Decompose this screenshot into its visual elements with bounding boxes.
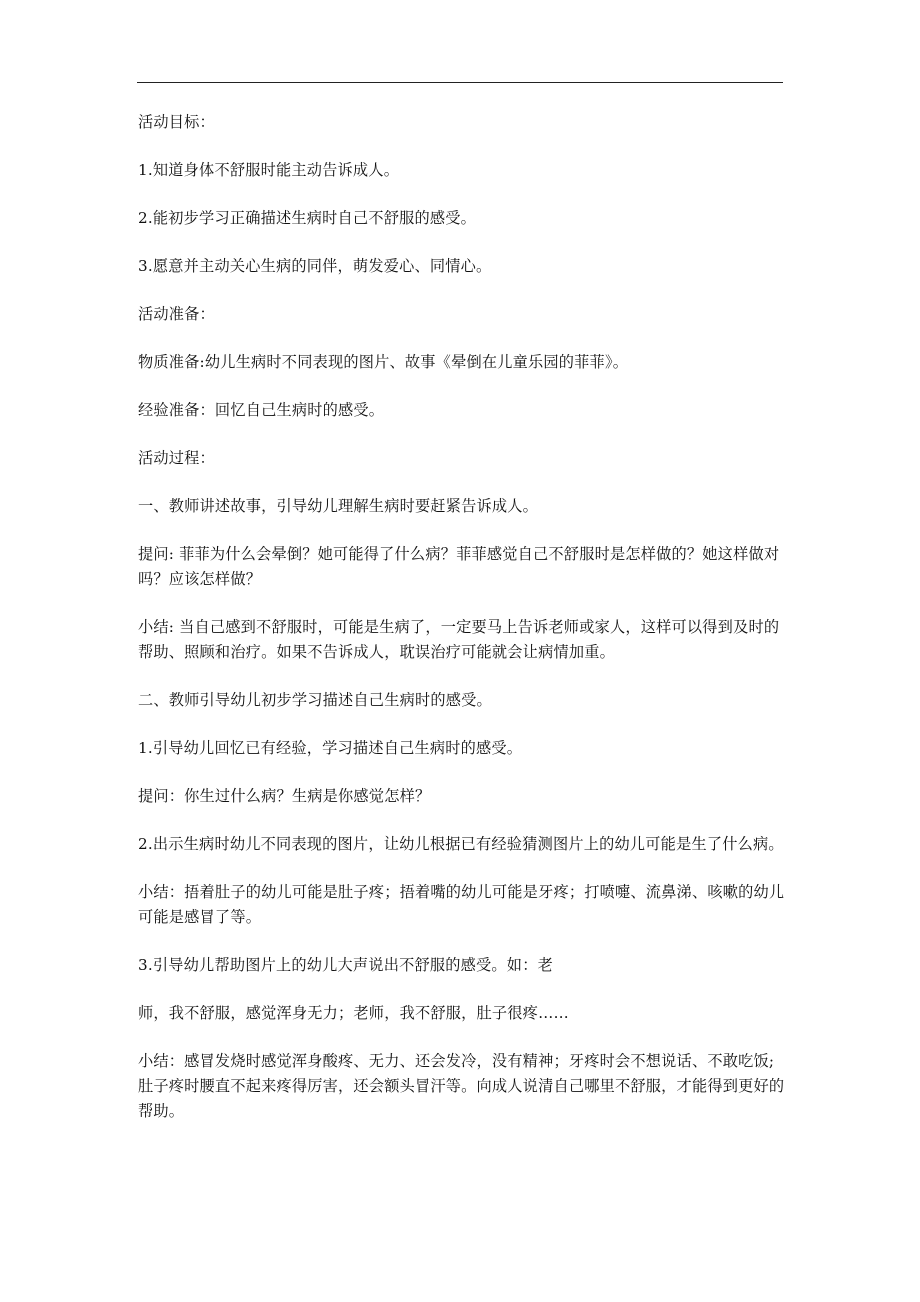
header-rule — [137, 82, 783, 83]
substep-3-continued: 师，我不舒服，感觉浑身无力；老师，我不舒服，肚子很疼…… — [138, 1004, 569, 1022]
question-2: 提问：你生过什么病？生病是你感觉怎样？ — [138, 787, 431, 805]
section-heading-goals: 活动目标： — [138, 113, 215, 131]
substep-3: 3.引导幼儿帮助图片上的幼儿大声说出不舒服的感受。如：老 — [138, 956, 553, 974]
goal-item-2: 2.能初步学习正确描述生病时自己不舒服的感受。 — [138, 209, 477, 227]
substep-1: 1.引导幼儿回忆已有经验，学习描述自己生病时的感受。 — [138, 739, 523, 757]
section-heading-process: 活动过程： — [138, 449, 215, 467]
document-body — [138, 110, 788, 1147]
substep-2: 2.出示生病时幼儿不同表现的图片，让幼儿根据已有经验猜测图片上的幼儿可能是生了什么病。 — [138, 835, 784, 853]
process-step-2: 二、教师引导幼儿初步学习描述自己生病时的感受。 — [138, 691, 492, 709]
section-heading-preparation: 活动准备： — [138, 305, 215, 323]
question-1: 提问: 菲菲为什么会晕倒？她可能得了什么病？菲菲感觉自己不舒服时是怎样做的？她这样做对吗？应该怎样做？ — [138, 545, 780, 588]
goal-item-3: 3.愿意并主动关心生病的同伴，萌发爱心、同情心。 — [138, 257, 492, 275]
goal-item-1: 1.知道身体不舒服时能主动告诉成人。 — [138, 161, 400, 179]
summary-2: 小结：捂着肚子的幼儿可能是肚子疼；捂着嘴的幼儿可能是牙疼；打喷嚏、流鼻涕、咳嗽的幼儿可能是感冒了等。 — [138, 883, 785, 926]
material-preparation: 物质准备:幼儿生病时不同表现的图片、故事《晕倒在儿童乐园的菲菲》。 — [138, 353, 629, 371]
experience-preparation: 经验准备：回忆自己生病时的感受。 — [138, 401, 385, 419]
process-step-1: 一、教师讲述故事，引导幼儿理解生病时要赶紧告诉成人。 — [138, 497, 539, 515]
summary-1: 小结: 当自己感到不舒服时，可能是生病了，一定要马上告诉老师或家人，这样可以得到及时的帮助、照顾和治疗。如果不告诉成人，耽误治疗可能就会让病情加重。 — [138, 618, 780, 661]
summary-3: 小结：感冒发烧时感觉浑身酸疼、无力、还会发冷，没有精神；牙疼时会不想说话、不敢吃饭; 肚子疼时腰直不起来疼得厉害，还会额头冒汗等。向成人说清自己哪里不舒服，才能得到更好的帮助。 — [138, 1052, 785, 1120]
